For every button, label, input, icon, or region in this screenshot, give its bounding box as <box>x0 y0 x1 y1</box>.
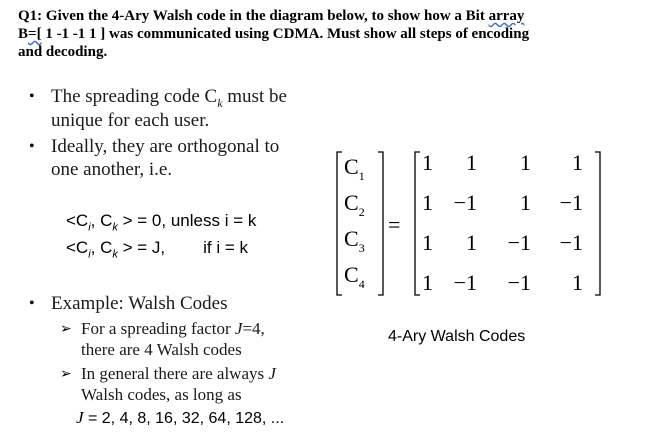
orthogonality-formula-2: $<C_i$, $C_k$ > = J, if i = k <box>66 238 249 261</box>
bullet-1-line-1: The spreading code $C_k$ must be <box>51 86 287 110</box>
cell-r4-c1: 1 <box>422 270 433 295</box>
sub-bullet-1-line-2: there are 4 Walsh codes <box>81 340 242 359</box>
j-values-list: J = 2, 4, 8, 16, 32, 64, 128, ... <box>76 408 285 427</box>
bullet-dot-2: • <box>29 138 35 155</box>
cell-r2-c3: 1 <box>520 190 531 215</box>
sub-bullet-2-line-2: Walsh codes, as long as <box>81 385 242 404</box>
question-line-1: Q1: Given the 4-Ary Walsh code in the diagram below, to show how a Bit array <box>18 8 525 24</box>
sub-bullet-2-line-1: In general there are always J <box>81 364 276 383</box>
cell-r2-c4: −1 <box>559 190 583 215</box>
cell-r1-c1: 1 <box>422 150 433 175</box>
walsh-matrix-figure <box>320 140 620 310</box>
bullet-2-line-1: Ideally, they are orthogonal to <box>51 136 280 157</box>
code-c1: $C_1$ <box>344 154 365 183</box>
bullet-2-line-2: one another, i.e. <box>51 159 173 180</box>
cell-r3-c3: −1 <box>507 230 531 255</box>
orthogonality-formula-1: $<C_i$, $C_k$ > = 0, unless i = k <box>66 211 257 234</box>
cell-r1-c4: 1 <box>572 150 583 175</box>
question-line-2: B=[ 1 -1 -1 1 ] was communicated using CDMA. Must show all steps of encoding <box>18 26 530 42</box>
code-c4: $C_4$ <box>344 262 365 291</box>
bullet-1-line-2: unique for each user. <box>51 110 210 131</box>
arrow-bullet-1: ➢ <box>60 322 72 337</box>
cell-r3-c2: 1 <box>466 230 477 255</box>
cell-r3-c1: 1 <box>422 230 433 255</box>
cell-r2-c2: −1 <box>453 190 477 215</box>
cell-r4-c2: −1 <box>453 270 477 295</box>
cell-r1-c2: 1 <box>466 150 477 175</box>
equals-sign: = <box>388 212 401 237</box>
bullet-dot-3: • <box>29 295 35 312</box>
question-line-3: and decoding. <box>18 44 108 60</box>
cell-r3-c4: −1 <box>559 230 583 255</box>
spell-flag-array: array <box>488 8 525 24</box>
cell-r4-c4: 1 <box>572 270 583 295</box>
spell-flag-bracket: =[ <box>28 26 42 42</box>
bullet-dot-1: • <box>29 88 35 105</box>
walsh-matrix-entries <box>422 150 583 295</box>
code-c2: $C_2$ <box>344 190 365 219</box>
matrix-caption: 4-Ary Walsh Codes <box>388 328 526 345</box>
bullet-3-line: Example: Walsh Codes <box>51 293 228 314</box>
code-c3: $C_3$ <box>344 226 365 255</box>
arrow-bullet-2: ➢ <box>60 367 72 382</box>
cell-r2-c1: 1 <box>422 190 433 215</box>
cell-r4-c3: −1 <box>507 270 531 295</box>
cell-r1-c3: 1 <box>520 150 531 175</box>
sub-bullet-1-line-1: For a spreading factor J=4, <box>81 319 265 338</box>
code-vector <box>344 154 365 291</box>
